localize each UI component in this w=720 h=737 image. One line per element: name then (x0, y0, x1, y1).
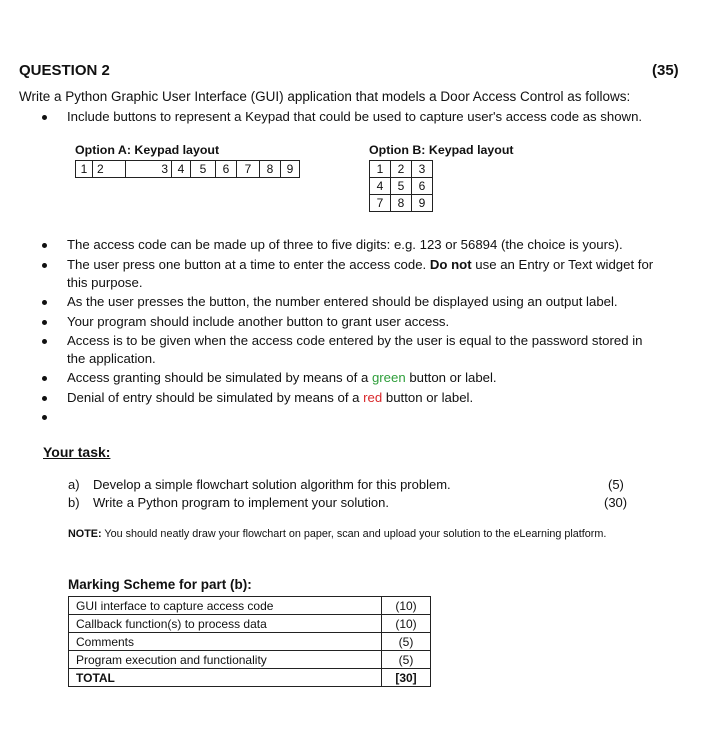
bullet-dot (42, 320, 47, 325)
key-9: 9 (281, 161, 300, 178)
task-a-label: a) (68, 477, 80, 492)
key-7: 7 (237, 161, 260, 178)
note-text: NOTE: You should neatly draw your flowchart on paper, scan and upload your solution to the eLearning platform. (68, 528, 607, 540)
key-5: 5 (391, 178, 412, 195)
marks-cell: (5) (382, 633, 431, 651)
bullet-dot (42, 376, 47, 381)
question-title: QUESTION 2 (19, 62, 110, 79)
key-6: 6 (216, 161, 237, 178)
marks-cell: (10) (382, 615, 431, 633)
bullet-grant-button: Your program should include another button to grant user access. (67, 314, 450, 329)
marking-scheme-table (68, 596, 431, 687)
option-b-keypad (369, 160, 433, 212)
marks-cell: [30] (382, 669, 431, 687)
key-7: 7 (370, 195, 391, 212)
criterion-cell: GUI interface to capture access code (69, 597, 382, 615)
marks-cell: (5) (382, 651, 431, 669)
table-row (69, 651, 431, 669)
key-8: 8 (260, 161, 281, 178)
key-8: 8 (391, 195, 412, 212)
marking-scheme-title: Marking Scheme for part (b): (68, 577, 252, 592)
task-b-marks: (30) (604, 495, 628, 510)
bullet-one-button-cont: this purpose. (67, 275, 143, 290)
bullet-dot (42, 339, 47, 344)
option-a-keypad (75, 160, 300, 178)
key-2: 2 (93, 161, 126, 178)
table-row (69, 669, 431, 687)
table-row (69, 615, 431, 633)
criterion-cell: Callback function(s) to process data (69, 615, 382, 633)
bullet-dot (42, 396, 47, 401)
key-1: 1 (370, 161, 391, 178)
bullet-green: Access granting should be simulated by means of a green button or label. (67, 370, 497, 385)
bullet-code-length: The access code can be made up of three to five digits: e.g. 123 or 56894 (the choice is yours). (67, 237, 623, 252)
bullet-one-button: The user press one button at a time to enter the access code. Do not use an Entry or Text widget for (67, 257, 654, 272)
key-3: 3 (152, 161, 172, 178)
criterion-cell: TOTAL (69, 669, 382, 687)
key-3: 3 (412, 161, 433, 178)
table-row (69, 597, 431, 615)
key-5: 5 (191, 161, 216, 178)
marks-cell: (10) (382, 597, 431, 615)
key-1: 1 (76, 161, 93, 178)
key-4: 4 (172, 161, 191, 178)
bullet-red: Denial of entry should be simulated by means of a red button or label. (67, 390, 474, 405)
key-4: 4 (370, 178, 391, 195)
bullet-keypad: Include buttons to represent a Keypad that could be used to capture user's access code as shown. (67, 109, 643, 124)
criterion-cell: Comments (69, 633, 382, 651)
bullet-dot (42, 263, 47, 268)
key-6: 6 (412, 178, 433, 195)
table-row (69, 633, 431, 651)
option-a-label: Option A: Keypad layout (75, 143, 220, 157)
bullet-output-label: As the user presses the button, the number entered should be displayed using an output label. (67, 294, 618, 309)
bullet-dot (42, 115, 47, 120)
bullet-dot (42, 300, 47, 305)
bullet-access-given-cont: the application. (67, 351, 156, 366)
key-gap (126, 161, 153, 178)
task-b-text: Write a Python program to implement your solution. (93, 495, 390, 510)
key-2: 2 (391, 161, 412, 178)
option-b-label: Option B: Keypad layout (369, 143, 514, 157)
task-b-label: b) (68, 495, 80, 510)
bullet-access-given: Access is to be given when the access code entered by the user is equal to the password stored in (67, 333, 643, 348)
task-heading: Your task: (43, 444, 111, 460)
bullet-dot (42, 415, 47, 420)
task-a-marks: (5) (608, 477, 624, 492)
question-marks: (35) (652, 62, 679, 79)
bullet-dot (42, 243, 47, 248)
intro-text: Write a Python Graphic User Interface (GUI) application that models a Door Access Control as follows: (19, 89, 631, 104)
key-9: 9 (412, 195, 433, 212)
criterion-cell: Program execution and functionality (69, 651, 382, 669)
task-a-text: Develop a simple flowchart solution algorithm for this problem. (93, 477, 451, 492)
